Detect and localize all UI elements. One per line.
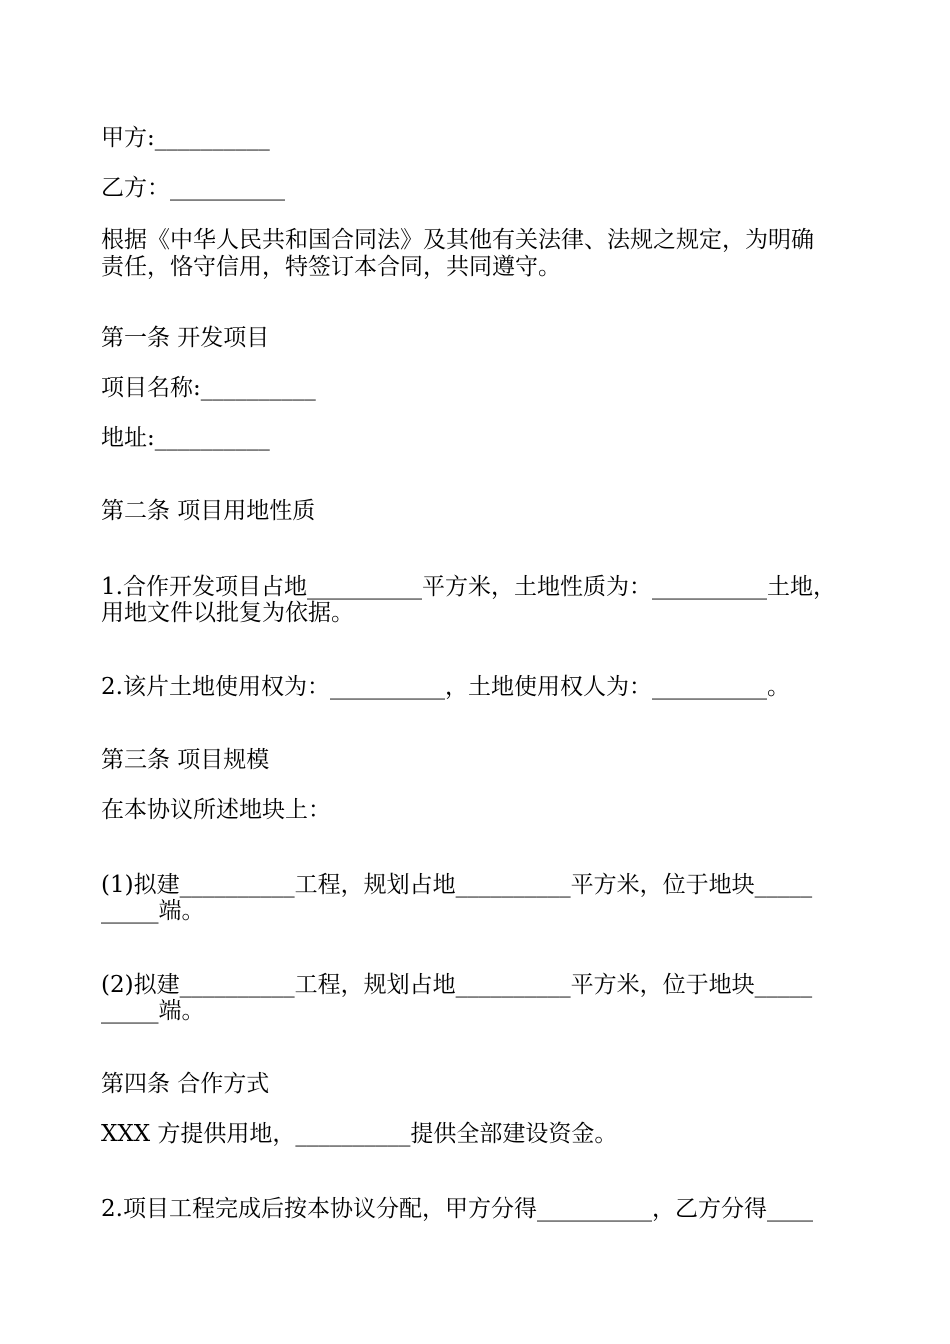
article-4-item-1: XXX 方提供用地，__________提供全部建设资金。: [101, 1121, 618, 1147]
address-line: 地址:__________: [101, 425, 270, 451]
article-3-item-1-line-1: (1)拟建__________工程，规划占地__________平方米，位于地块_____: [101, 872, 813, 898]
article-3-item-2-line-2: _____端。: [101, 998, 205, 1024]
article-1-heading: 第一条 开发项目: [101, 325, 270, 351]
preamble-line-1: 根据《中华人民共和国合同法》及其他有关法律、法规之规定，为明确: [101, 227, 814, 253]
article-2-heading: 第二条 项目用地性质: [101, 498, 316, 524]
project-name-line: 项目名称:__________: [101, 375, 316, 401]
article-4-heading: 第四条 合作方式: [101, 1071, 270, 1097]
article-4-item-2: 2.项目工程完成后按本协议分配，甲方分得__________，乙方分得____: [101, 1196, 813, 1222]
party-b-line: 乙方：__________: [101, 175, 285, 201]
article-3-item-2-line-1: (2)拟建__________工程，规划占地__________平方米，位于地块_____: [101, 972, 813, 998]
article-3-heading: 第三条 项目规模: [101, 747, 270, 773]
article-2-item-1-line-2: 用地文件以批复为依据。: [101, 600, 354, 626]
article-3-item-1-line-2: _____端。: [101, 898, 205, 924]
article-2-item-1-line-1: 1.合作开发项目占地__________平方米，土地性质为：__________土地，: [101, 574, 836, 600]
preamble-line-2: 责任，恪守信用，特签订本合同，共同遵守。: [101, 254, 561, 280]
party-a-line: 甲方:__________: [101, 125, 270, 151]
article-2-item-2: 2.该片土地使用权为：__________，土地使用权人为：__________。: [101, 674, 790, 700]
article-3-intro: 在本协议所述地块上：: [101, 797, 331, 823]
